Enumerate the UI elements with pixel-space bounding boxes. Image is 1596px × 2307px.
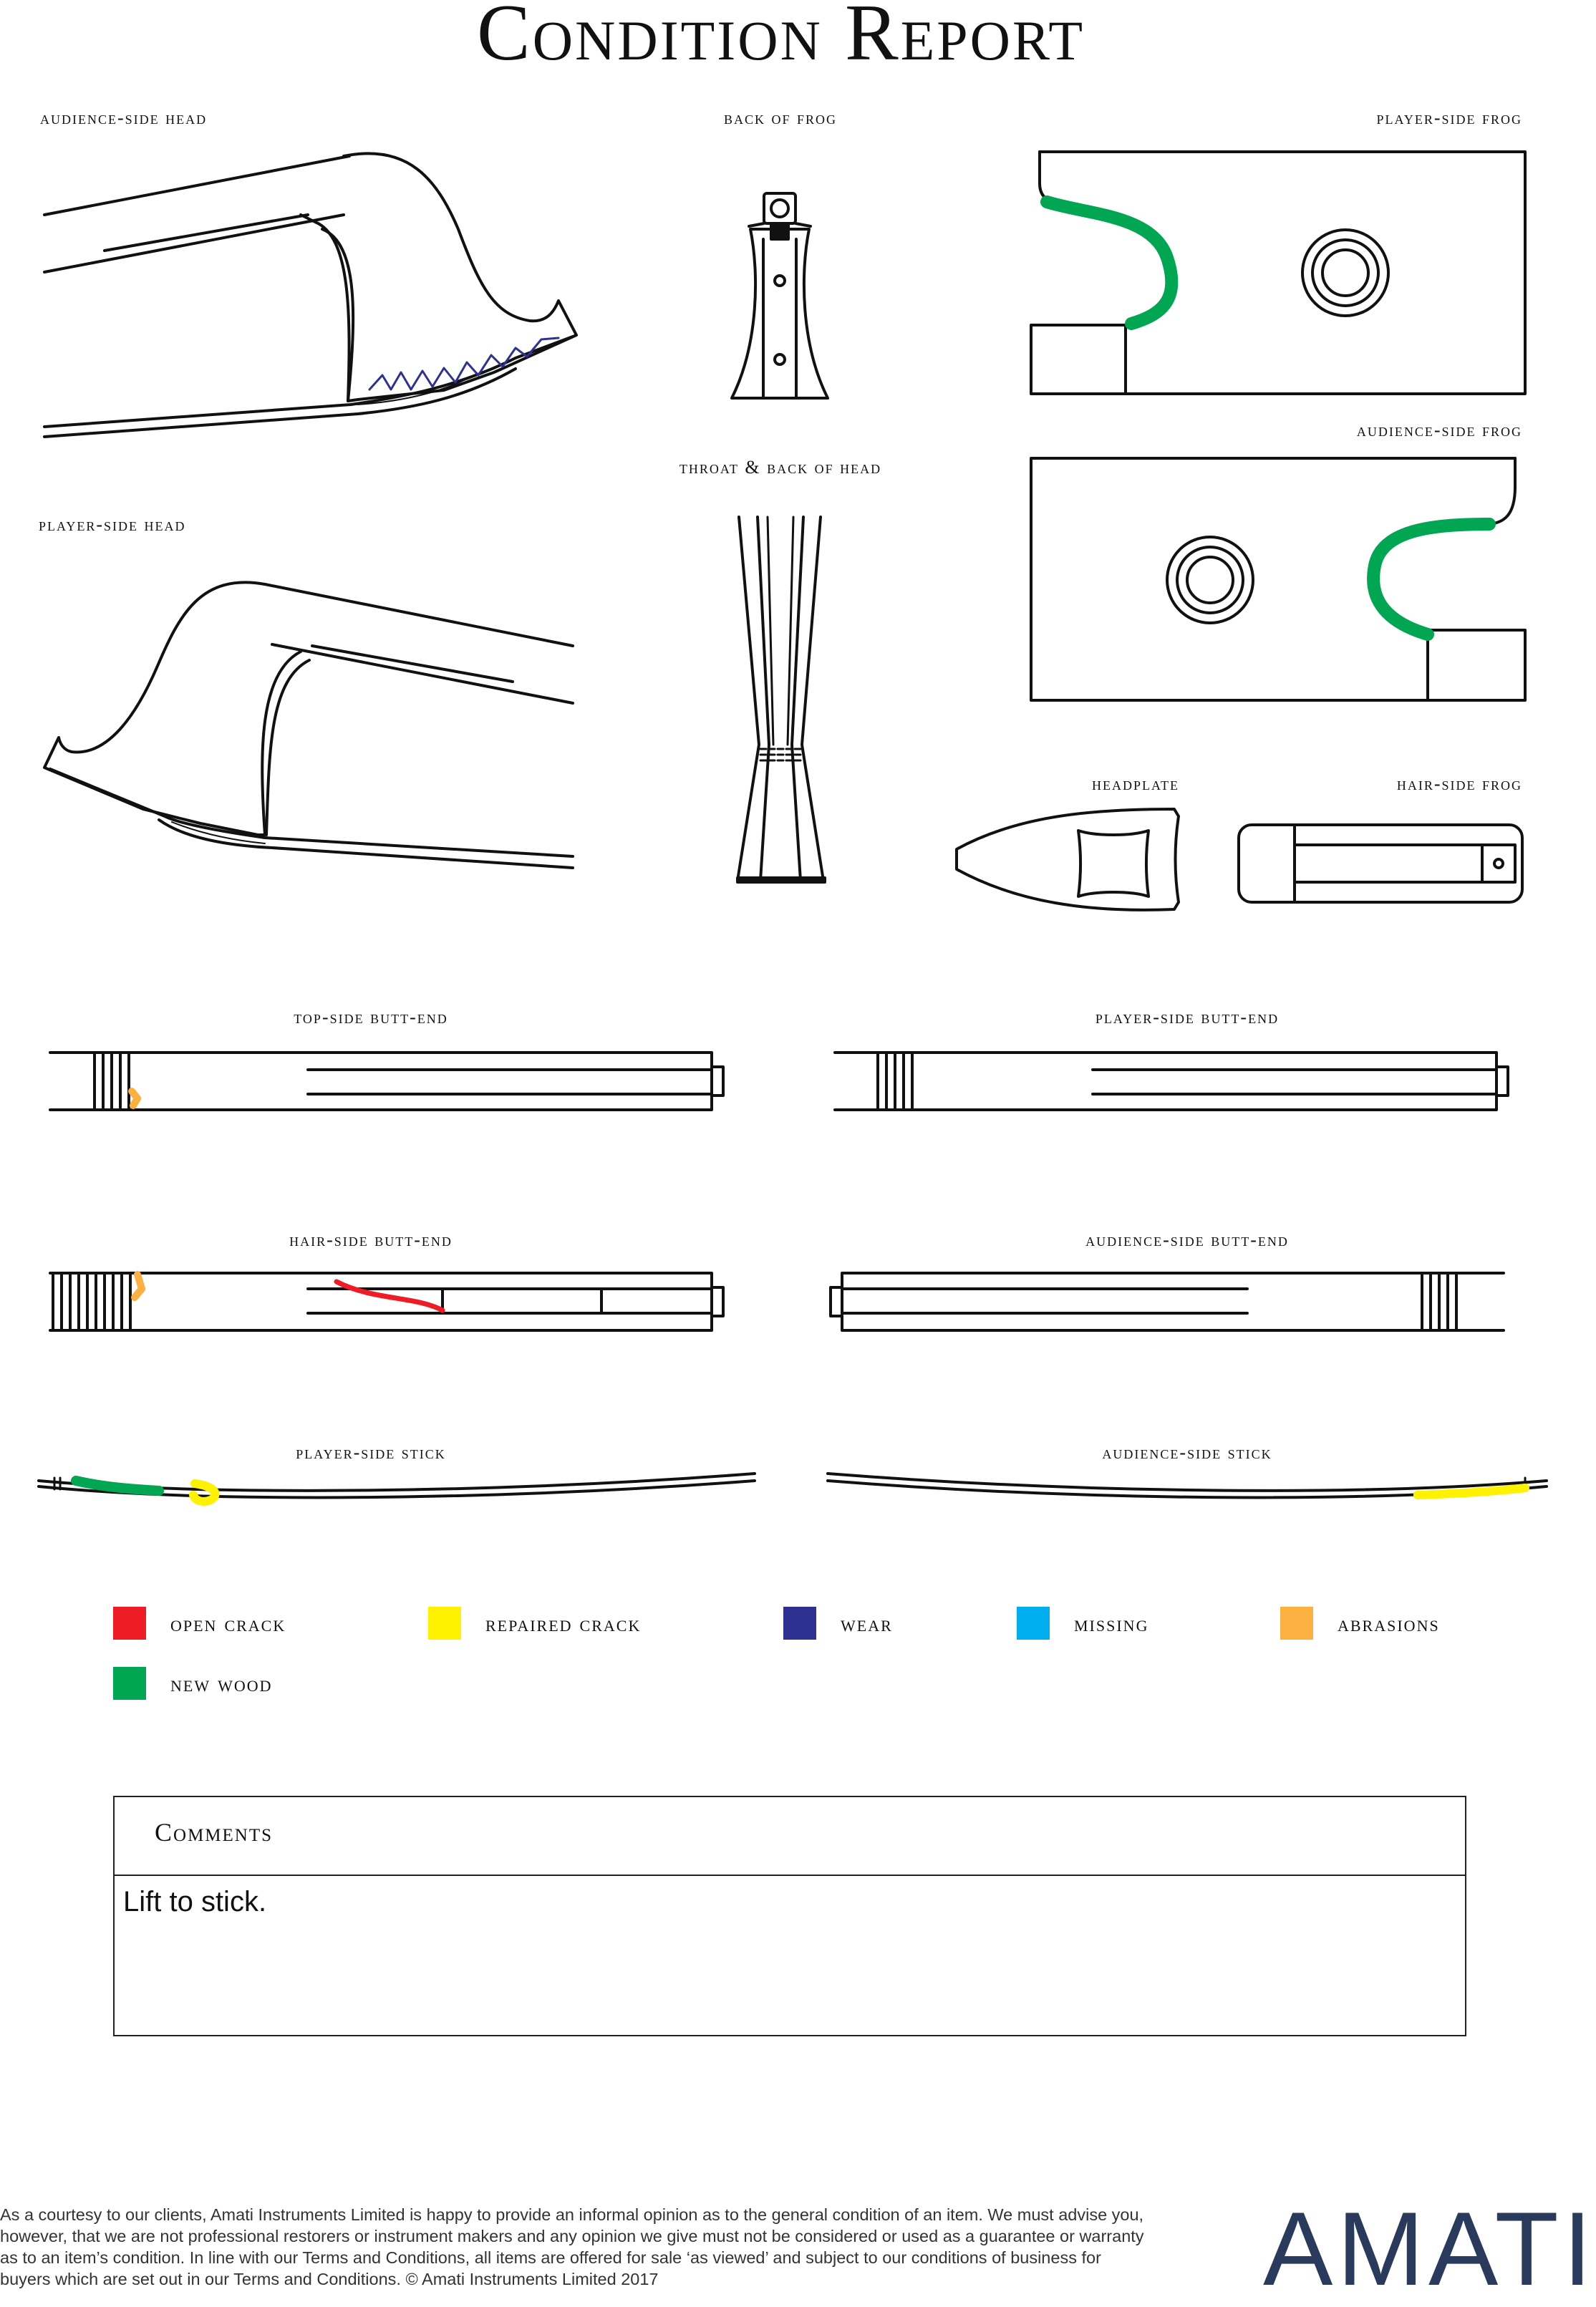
hair-side-frog-drawing	[1239, 825, 1522, 902]
new-wood-swatch	[113, 1667, 146, 1700]
disclaimer-text: As a courtesy to our clients, Amati Instruments Limited is happy to provide an informal opinion as to the general condition of an item. We must advise you, however, that we are not professional restorers or instrument makers and any opinion we give must not be considered or used as a guarantee or warranty as to an item’s condition. In line with our Terms and Conditions, all items are offered for sale ‘as viewed’ and subject to our conditions of business for buyers which are set out in our Terms and Conditions. © Amati Instruments Limited 2017	[0, 2205, 1144, 2288]
label-audience-side-frog: audience-side frog	[1356, 420, 1522, 440]
comments-header	[115, 1797, 1465, 1876]
legend-item-repaired-crack	[428, 1607, 641, 1640]
legend-label: open crack	[170, 1610, 286, 1636]
page-title: Condition Report	[477, 0, 1085, 77]
label-top-side-butt-end: top-side butt-end	[294, 1007, 448, 1027]
label-audience-side-head: audience-side head	[40, 107, 208, 128]
open-crack-swatch	[113, 1607, 146, 1640]
missing-swatch	[1017, 1607, 1050, 1640]
label-player-side-butt-end: player-side butt-end	[1095, 1007, 1280, 1027]
label-hair-side-frog: hair-side frog	[1396, 773, 1522, 794]
amati-logo: AMATI	[1263, 2190, 1596, 2307]
top-side-butt-end-drawing	[50, 1053, 723, 1110]
wear-swatch	[783, 1607, 816, 1640]
abrasions-swatch	[1280, 1607, 1313, 1640]
comments-heading: Comments	[155, 1818, 274, 1847]
legend-label: missing	[1074, 1610, 1149, 1636]
legend-label: abrasions	[1338, 1610, 1440, 1636]
audience-side-frog-drawing	[1031, 458, 1525, 700]
back-of-frog-drawing	[732, 193, 828, 398]
label-back-of-frog: back of frog	[723, 107, 838, 128]
throat-back-head-drawing	[737, 517, 825, 882]
legend-item-abrasions	[1280, 1607, 1440, 1640]
label-hair-side-butt-end: hair-side butt-end	[289, 1229, 453, 1250]
label-audience-side-butt-end: audience-side butt-end	[1085, 1229, 1289, 1250]
legend-item-open-crack	[113, 1607, 286, 1640]
headplate-drawing	[957, 809, 1179, 910]
player-side-head-drawing	[44, 582, 573, 868]
comments-box	[113, 1796, 1466, 2036]
legend-item-wear	[783, 1607, 893, 1640]
player-side-butt-end-drawing	[835, 1053, 1508, 1110]
label-player-side-stick: player-side stick	[296, 1442, 446, 1463]
label-audience-side-stick: audience-side stick	[1102, 1442, 1272, 1463]
player-side-stick-drawing	[39, 1474, 755, 1501]
legend-item-missing	[1017, 1607, 1148, 1640]
repaired-crack-swatch	[428, 1607, 461, 1640]
label-player-side-frog: player-side frog	[1376, 107, 1522, 128]
legend-item-new-wood	[113, 1667, 273, 1700]
audience-side-butt-end-drawing	[831, 1273, 1504, 1330]
hair-side-butt-end-drawing	[50, 1273, 723, 1330]
legend-label: repaired crack	[485, 1610, 642, 1636]
legend-label: wear	[841, 1610, 893, 1636]
legend-label: new wood	[170, 1670, 273, 1696]
player-side-frog-drawing	[1031, 152, 1525, 394]
comments-text: Lift to stick.	[123, 1886, 267, 1917]
label-headplate: headplate	[1092, 773, 1179, 794]
audience-side-head-drawing	[44, 153, 576, 437]
audience-side-stick-drawing	[828, 1474, 1547, 1497]
label-throat-back-of-head: throat & back of head	[679, 457, 882, 478]
label-player-side-head: player-side head	[39, 514, 186, 535]
